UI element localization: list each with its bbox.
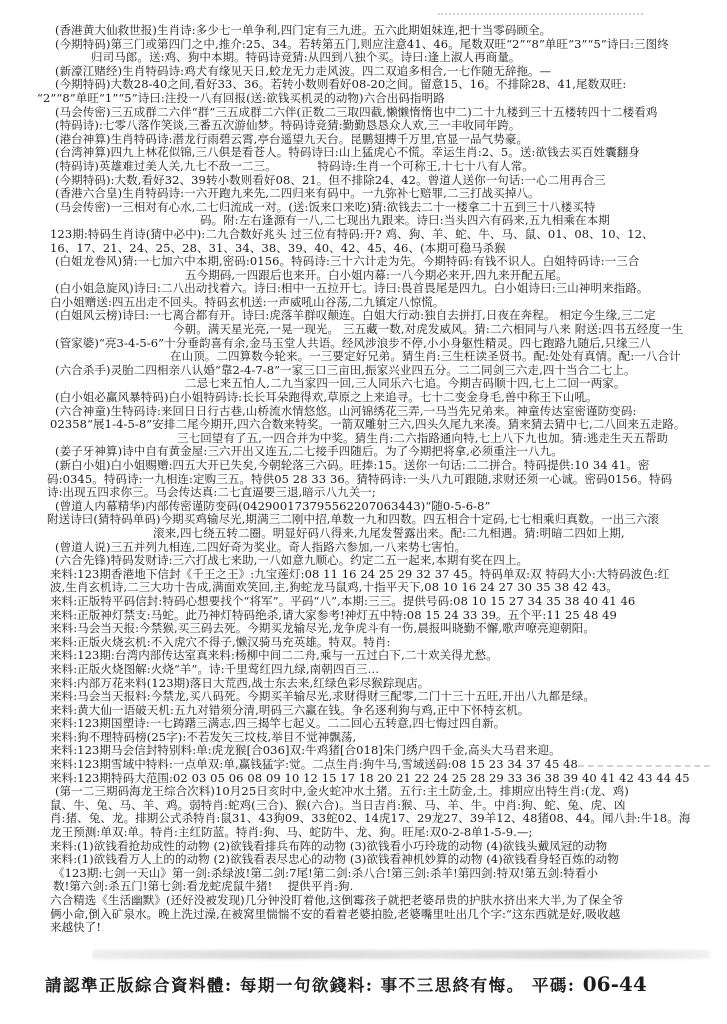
text-line: 来料:123期特码大范围:02 03 05 06 08 09 10 12 15 17 18 20 21 22 24 25 28 29 33 36 38 39 40 41 42 43 44 45 [50, 771, 690, 785]
text-line: (特码诗):七零八落作笑谈,三番五次游仙梦。特码诗竞猜:勤勤恳恳众人欢,三一丰收同年跨。 [55, 119, 521, 133]
scan-smudge-top [438, 13, 643, 19]
text-line: 来料:正版火烧玄机:不入虎穴不得子,懒汉骑马充英雄。特双。特肖: [50, 635, 391, 649]
text-line: (新濠江赌经)生肖特码诗:鸡犬有缘见天日,蛟龙无力走风波。四二双追多相合,一七作随无辞拖。— [55, 64, 552, 78]
text-line: (港台神算)生肖特码诗:潜龙行雨碧云霄,亭台遥望九天台。昆鹏翅摶千万里,官显一品气势豪。 [55, 132, 529, 146]
text-line: 来料:123期马会信封特别料:单:虎龙猴[合036]双:牛鸡猪[合018]朱门绣户四千金,高头大马君来迎。 [50, 744, 561, 758]
text-line: (姜子牙神算)诗中自有黄金屋:三六开出又连五,二七接手四随后。为了今期把将拿,必须重注一八九。 [55, 445, 563, 459]
text-line: (白姐风云榜)诗曰:一七离合都有开。诗曰:虎落羊群叹颠连。白姐大行动:独自去拼打,日夜在奔程。 相定今生缘,三二定 [55, 309, 656, 323]
text-line: 《123期:七剑一天山》第一剑:杀绿波!第二剑:7尾!第二剑:杀八合!第三剑:杀羊!第四剑:特双!第五剑:特看小 [53, 866, 599, 880]
text-line: 码。附:左右逢源有一八,二七现出九跟来。诗曰:当头四六有码来,五九相乘在本期 [200, 214, 610, 228]
text-line: 鼠、牛、兔、马、羊、鸡。弱特肖:蛇鸡(三合)、猴(六合)。当日吉肖:猴、马、羊、牛。中肖:狗、蛇、兔、虎、凶 [50, 798, 626, 812]
text-line: 白小姐赠送:四五出走不回头。特码玄机送:一声威吼山谷荡,二九镇定八惊慌。 [50, 295, 445, 309]
text-line: (管家婆)“亮3-4-5-6”十分垂韵喜有余,金马玉堂人共语。经风涉浪步不停,小小身躯性精灵。四七跑路九随后,只缘三八 [55, 336, 652, 350]
text-line: 来料:正版神灯禁支:马蛇。此乃神灯特码绝杀,请大家参考!神灯五中特:08 15 24 33 39。五个平:11 25 48 49 [50, 608, 617, 622]
text-line: 今朝。满天星光亮,一晃一现光。 三五藏一数,对虎发威风。猜:二六相同与八来 附送:四书五经度一生 [173, 323, 684, 337]
text-line: 来料:黄大仙一语破天机:五九对错须分清,明码三六赢在钱。争名逐利狗与鸡,正中下怀特玄机。 [50, 703, 530, 717]
text-line: 来料:马会当天报料:今禁龙,买八码死。今期买羊输尽光,求财得财三配零,二门十三十五旺,开出八九都是绿。 [50, 690, 595, 704]
text-line: 波,生肖玄机诗,二三大功十告成,满面欢笑回,主,狗蛇龙马鼠鸡,十指平天下,08 10 16 24 27 30 35 38 42 43。 [50, 581, 619, 595]
text-line: (白小姐急旋风)诗曰:二八出动找着六。诗曰:相中一五拉开七。诗曰:畏首畏尾是四九。白小姐诗曰:三山神明来指路。 [55, 282, 649, 296]
text-line: 数!第六剑:杀五门!第七剑:看龙蛇虎鼠牛猪! 提供平肖:狗. [53, 880, 354, 894]
text-line: (第一二三期码海龙王综合次料)10月25日亥时中,金火蛇冲水土猪。五行:主土防金,土。排期应出特生肖:(龙、鸡) [55, 785, 629, 799]
text-line: 二忌七来五怕人,二九当家四一回,三人同乐六七追。今期吉码顺十四,七上二回一两家。 [185, 377, 626, 391]
text-line: 来料:(1)欲钱看抢劫成性的动物 (2)欲钱看排兵布阵的动物 (3)欲钱看小巧玲珑的动物 (4)欲钱头戴凤冠的动物 [50, 839, 608, 853]
footer-code-label: 平碼: [531, 976, 583, 995]
text-line: 肖:猪、兔、龙。排期公式杀特肖:鼠31、43狗09、33蛇02、14虎17、29龙27、39羊12、48猪08、44。闻八卦:牛18。海 [50, 812, 691, 826]
text-line: (今期特码)第三门或第四门之中,推介:25、34。若转第五门,则应注意41、46。尾数双旺“2”“8”单旺“3”“5”诗曰:三图终 [55, 37, 669, 51]
text-line: 来料:123期雪域中特料:一点单双:单,赢钱猛字:觉。二点生肖:狗牛马,雪域送码:08 15 23 34 37 45 48 [50, 758, 578, 772]
text-line: 来料:狗不理特码榜(25字):不若发矢三坟枝,举目不觉神飘荡, [50, 730, 357, 744]
text-line: 滚来,四七绕五转二圈。明显好码八得来,九尾发誓露出来。配:二九相遇。猜:明暗二四如上期, [153, 526, 625, 540]
text-line: (香港黄大仙救世报)生肖诗:多少七一单争利,四门定有三九进。五六此期姐妹连,把十当零码顾全。 [55, 24, 552, 37]
text-line: (白小姐必赢风暴特码)白小姐特码诗:长长耳朵跑得欢,草原之上来追寻。七十二变金身毛,兽中称王下山吼。 [55, 391, 598, 405]
text-line: (曾道人说)三五并列九相连,二四好奇为奖业。奇人指路六参加,一八来势七害怕。 [55, 540, 467, 554]
footer-slogan [45, 972, 715, 996]
text-line: 来料:正版特平码信封:特码心想要找个“将军”。平码“八”,本期:三三。提供号码:08 10 15 27 34 35 38 40 41 46 [50, 594, 636, 608]
text-line: 码:0345。特码诗:一九相连:定购三五。特供05 28 33 36。猜特码诗:一头八九可跟随,求财还须一心诚。密码0156。特码 [47, 472, 673, 486]
text-line: 诗:出现五四求你三。马会传达真:二七直逼要三退,暗示八九关一; [47, 486, 376, 500]
text-line: 龙王预测:单双:单。特肖:主红防蓝。特肖:狗、马、蛇防牛、龙、狗。旺尾:双0-2-8单1-5-9.—; [50, 826, 533, 840]
text-line: (特码诗)英雄难过美人关,九七不敌一二三。 特码诗:生肖一个可称王,十七十八有人常。 [55, 159, 534, 173]
text-line: 来料:123期国塑诗:一七踌躇三满志,四三揭竿七起义。二二回心五转意,四七悔过四自新。 [50, 717, 506, 731]
text-line: 三七回望有了五,一四合并为中奖。猜生肖:二六指路通向特,七上八下九也加。猜:逃走生天五帮助 [177, 431, 669, 445]
text-line: 16、17、21、24、25、28、31、34、38、39、40、42、45、46、(本期可稳马杀猴 [50, 241, 506, 255]
text-line: (新白小姐)白小姐赐赠:四五大开已失矣,今朝轮落三六码。旺捧:15。送你一句话:二二拼合。特码提供:10 34 41。密 [55, 459, 650, 472]
text-line: 归司马郎。送:鸡、狗中本期。特码诗竞猜:从四到八独个买。诗曰:逢上淑人再商量。 [91, 51, 521, 65]
text-line: (六合先锋)特码发财诗:三六打战七来助,一八如意九顺心。约定二五一起来,本期有奖在四上。 [55, 554, 529, 568]
text-line: 附送诗曰(猜特码单码)今期买鸡输尽光,期满三二刚中招,单数一九和四数。四五相合十定码,七七相乘归真数。一出三六滚 [47, 513, 660, 527]
text-line: 来料:123期:台湾内部传达室真来料:杨柳中间二二舟,乘与一五过白下,二十欢关得尤愁。 [50, 649, 498, 663]
text-line: 来料:(1)欲钱看万人上的的动物 (2)欲钱看表尽忠心的动物 (3)欲钱看神机妙算的动物 (4)欲钱看身轻百炼的动物 [50, 853, 619, 867]
text-line: 俩小命,倒入矿泉水。晚上洗过澡,在被窝里惴惴不安的看着老婆拍脸,老婆嘴里吐出几个字:“这东西就是好,吸收越 [50, 907, 621, 921]
text-line: 在山顶。二四算数今轮来。一三要定好兄弟。猜生肖:三生枉读圣贤书。配:处处有真情。配:一八合计 [170, 350, 681, 364]
text-line: 来料:马会当天报:今禁猴,买三码去死。今期买龙输尽光,龙争虎斗有一伤,晨报叫晓勤不懈,歌声嘹亮迎朝阳。 [50, 622, 595, 636]
text-line: (今期特码)大数28-40之间,看好33、36。若转小数则看好08-20之间。留意15、16。不排除28、41,尾数双旺: [55, 78, 627, 92]
text-line: (曾道人内幕精华)内部传密谨防变码(042900173795562207063443)“随0-5-6-8” [55, 499, 491, 513]
text-line: (马会传密)三五成群二六伴“群”三五成群二六伴(正数二三取四截,懒懒惰惰也中二)二十九楼到三十五楼转四十二楼看鸡 [55, 105, 658, 119]
document-body [37, 24, 721, 935]
text-line: 五今期码,一四跟后也来开。白小姐内幕:一八今期必来开,四九来开配五尾。 [185, 268, 568, 282]
text-line: 来料:正版火烧图解:火烧“羊”。诗:千里莺红四九绿,南朝四百三… [50, 662, 380, 676]
text-line: 来料:内部万花来料(123期)落日大荒西,战士东去来,红绿色彩尽猴踪现店。 [50, 676, 430, 690]
text-line: “2”“8”单旺“1”“5”诗曰:注投一八有回报(送:欲钱买机灵的动物)六合出码指明路 [37, 91, 445, 105]
text-line: 来越快了! [50, 921, 102, 935]
footer-text: 請認準正版綜合資料體: 每期一句欲錢料: 事不三思終有悔。 [45, 976, 532, 995]
text-line: (六合杀手)灵胎二四相亲八认婚“靠2-4-7-8”一家三口三亩田,振家兴业四五分。二二同剑三六走,四十当合二七上。 [55, 363, 636, 377]
text-line: (马会传密)一三相对有心水,二七归流成一对。(送:饭来口来吃)猜:欲钱去二十一楼拿二十五到三十八楼买特 [55, 200, 596, 214]
text-line: 六合精选《生活幽默》(还好没被发现)几分钟没盯着他,这倒霉孩子就把老婆昂贵的护肤水挤出来大半,为了保全爷 [50, 894, 624, 907]
footer-code: 06-44 [582, 972, 647, 996]
text-line: (台湾神算)四九上林花似锦,三八俱是看苍人。特码诗曰:山上猛虎心不慌。幸运生肖:2、5。送:欲钱去买百姓囊翻身 [55, 146, 640, 160]
text-line: (香港六合皇)生肖特码诗:一六开跑九来先,二四归来有码中。一九弥补七赔罪,二三打战买掉八。 [55, 187, 540, 201]
text-line: 来料:123期香港地下信封《千王之王》:九宝莲灯:08 11 16 24 25 29 32 37 45。特码单双:双 特码大小:大特码波色:红 [50, 567, 670, 581]
text-line: 02358“展1-4-5-8”安排二尾今期开,四六合数来特奖。一箭双雕射三六,四头久尾九来凑。猜来猜去猜中七,二八回来五走路。 [50, 418, 686, 432]
text-line: (白姐龙卷风)猜:一七加六中本期,密码:0156。特码诗:三十六计走为先。今期特码:有钱不识人。白姐特码诗:一三合 [55, 255, 640, 269]
text-line: (今期特码):大数,看好32、39转小数则看好08、21。但不排除24、42。曾道人送你一句话:一心二用再合三 [55, 173, 606, 187]
text-line: (六合神童)生特码诗:来回日日行古巷,山桥流水情悠悠。山河锦绣花三弄,一马当先兄弟来。神童传达室密谨防变码: [55, 404, 637, 418]
scan-smudge-streak [92, 950, 710, 959]
text-line: 123期:特码生肖诗(猜中必中):二九合数好兆头 过三位有特码:开? 鸡、狗、羊、蛇、牛、马、鼠、01、08、10、12、 [50, 227, 654, 241]
